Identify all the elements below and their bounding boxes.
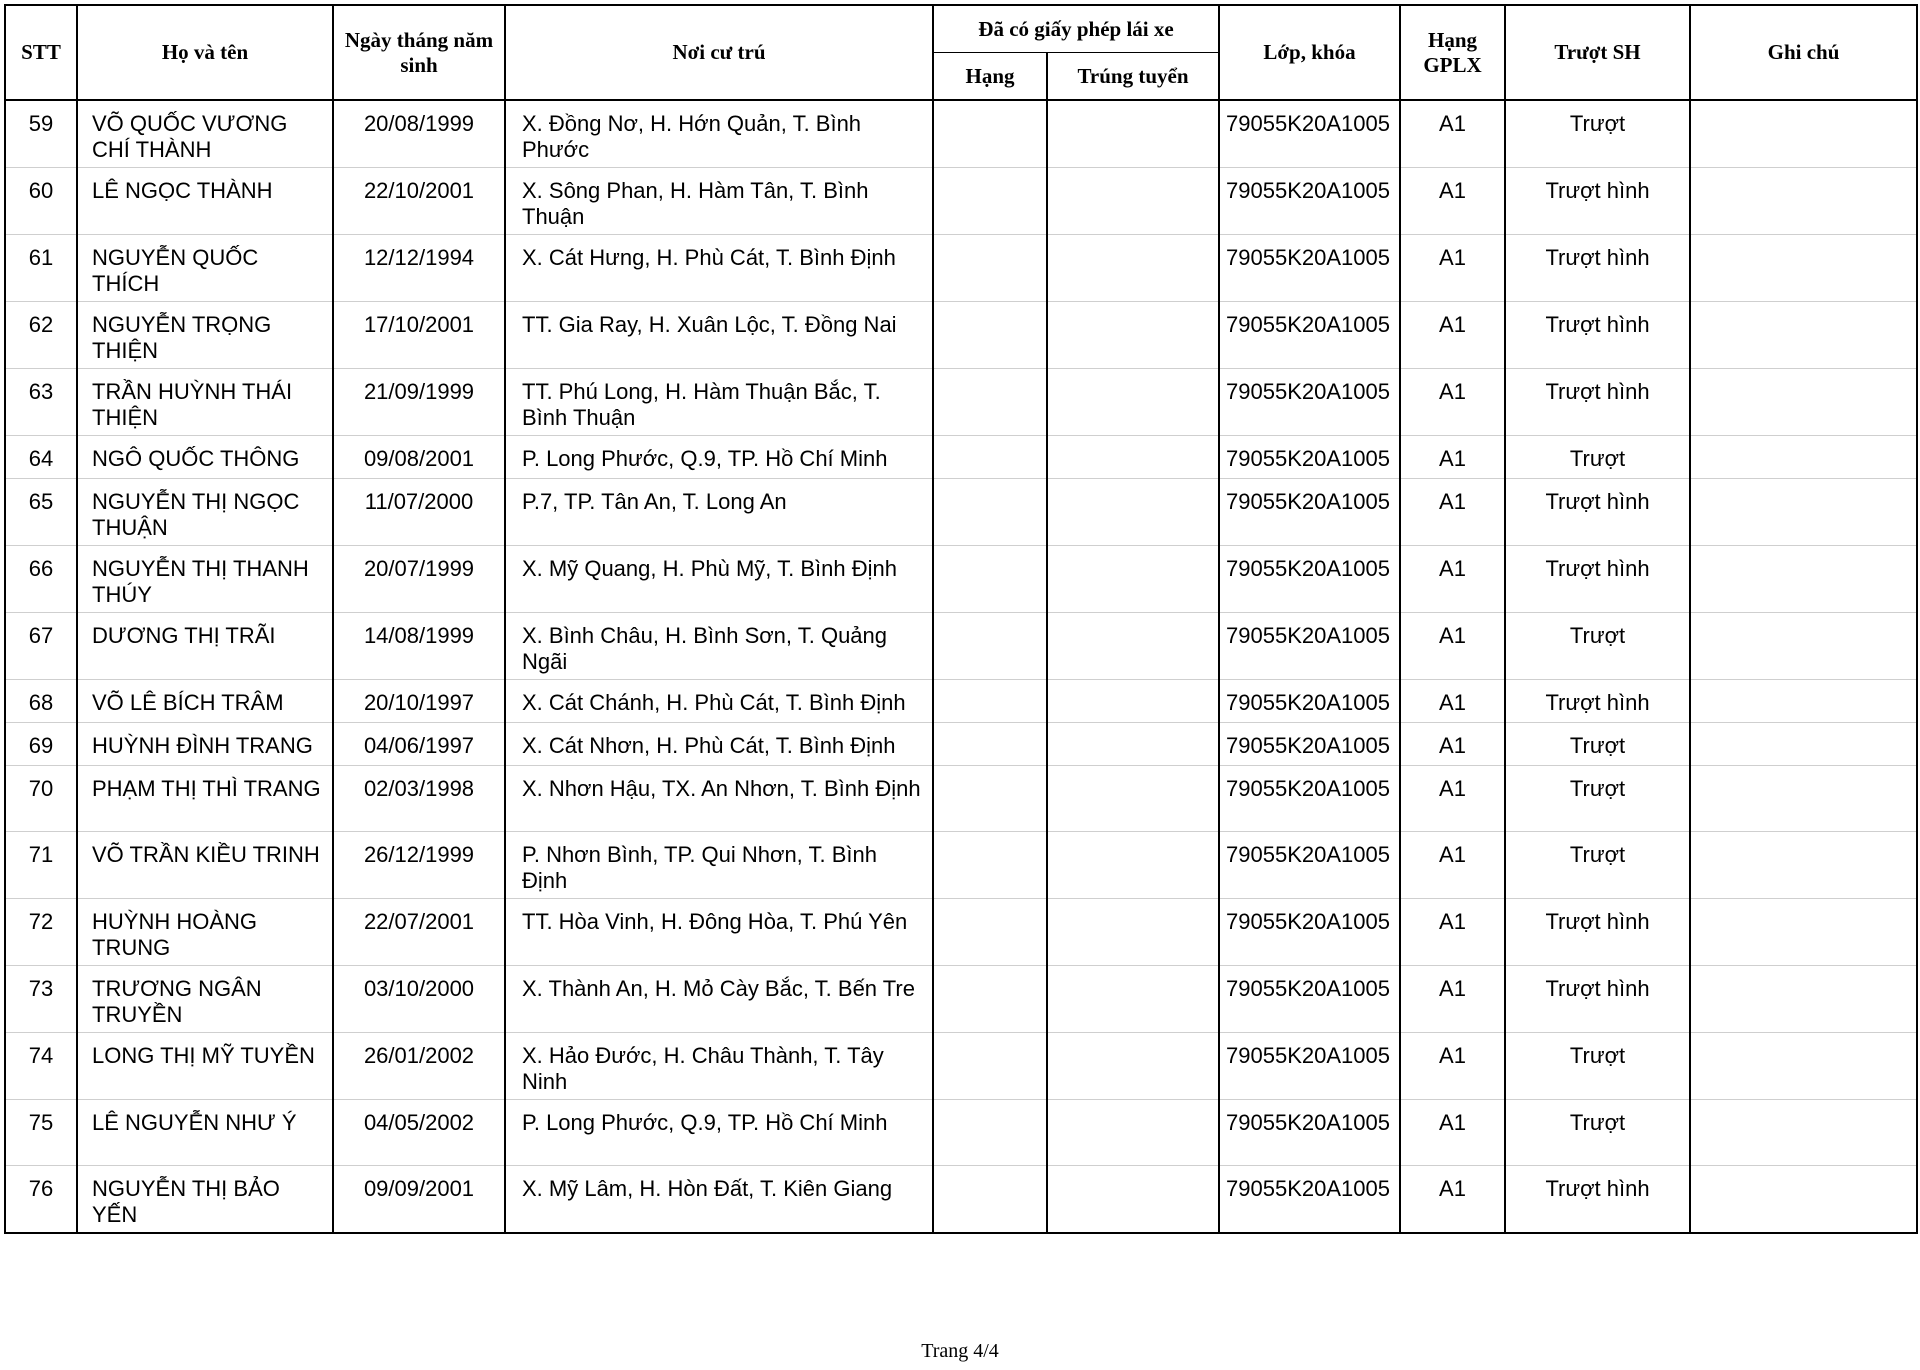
table-body [5, 100, 1917, 1233]
row-dob: 04/05/2002 [333, 1100, 505, 1166]
row-stt: 60 [5, 168, 77, 235]
table-row [5, 100, 1917, 168]
row-gplx: A1 [1400, 369, 1505, 436]
row-fail-status: Trượt [1505, 100, 1690, 168]
header-class: Lớp, khóa [1219, 5, 1400, 100]
row-gplx: A1 [1400, 1100, 1505, 1166]
row-address: TT. Hòa Vinh, H. Đông Hòa, T. Phú Yên [505, 899, 933, 966]
row-license-admitted [1047, 1033, 1219, 1100]
row-name: NGUYỄN THỊ NGỌC THUẬN [77, 479, 333, 546]
row-note [1690, 100, 1917, 168]
row-class: 79055K20A1005 [1219, 966, 1400, 1033]
row-gplx: A1 [1400, 168, 1505, 235]
row-gplx: A1 [1400, 235, 1505, 302]
row-name: LÊ NGUYỄN NHƯ Ý [77, 1100, 333, 1166]
row-dob: 03/10/2000 [333, 966, 505, 1033]
row-license-admitted [1047, 966, 1219, 1033]
header-license-admitted: Trúng tuyển [1047, 53, 1219, 101]
row-license-rank [933, 369, 1047, 436]
row-fail-status: Trượt [1505, 832, 1690, 899]
table-row [5, 766, 1917, 832]
row-license-rank [933, 479, 1047, 546]
header-license-group: Đã có giấy phép lái xe [933, 5, 1219, 53]
row-stt: 72 [5, 899, 77, 966]
row-gplx: A1 [1400, 966, 1505, 1033]
header-note: Ghi chú [1690, 5, 1917, 100]
row-note [1690, 369, 1917, 436]
row-name: LONG THỊ MỸ TUYỀN [77, 1033, 333, 1100]
row-name: NGUYỄN THỊ THANH THÚY [77, 546, 333, 613]
table-row [5, 613, 1917, 680]
row-license-admitted [1047, 1166, 1219, 1234]
row-note [1690, 832, 1917, 899]
row-name: TRƯƠNG NGÂN TRUYỀN [77, 966, 333, 1033]
row-fail-status: Trượt hình [1505, 302, 1690, 369]
row-fail-status: Trượt [1505, 723, 1690, 766]
row-address: P. Long Phước, Q.9, TP. Hồ Chí Minh [505, 436, 933, 479]
row-class: 79055K20A1005 [1219, 546, 1400, 613]
row-class: 79055K20A1005 [1219, 832, 1400, 899]
row-license-rank [933, 436, 1047, 479]
row-fail-status: Trượt hình [1505, 899, 1690, 966]
row-fail-status: Trượt [1505, 766, 1690, 832]
row-address: X. Đồng Nơ, H. Hớn Quản, T. Bình Phước [505, 100, 933, 168]
row-license-admitted [1047, 302, 1219, 369]
row-license-admitted [1047, 479, 1219, 546]
row-stt: 76 [5, 1166, 77, 1234]
table-row [5, 1033, 1917, 1100]
row-name: TRẦN HUỲNH THÁI THIỆN [77, 369, 333, 436]
row-address: X. Bình Châu, H. Bình Sơn, T. Quảng Ngãi [505, 613, 933, 680]
row-license-admitted [1047, 546, 1219, 613]
row-dob: 26/12/1999 [333, 832, 505, 899]
row-name: NGUYỄN THỊ BẢO YẾN [77, 1166, 333, 1234]
row-class: 79055K20A1005 [1219, 100, 1400, 168]
header-gplx: Hạng GPLX [1400, 5, 1505, 100]
row-note [1690, 613, 1917, 680]
row-dob: 20/07/1999 [333, 546, 505, 613]
row-gplx: A1 [1400, 832, 1505, 899]
table-row [5, 966, 1917, 1033]
row-fail-status: Trượt hình [1505, 235, 1690, 302]
row-license-admitted [1047, 899, 1219, 966]
table-row [5, 302, 1917, 369]
table-row [5, 1100, 1917, 1166]
header-license-rank: Hạng [933, 53, 1047, 101]
row-license-rank [933, 723, 1047, 766]
row-stt: 67 [5, 613, 77, 680]
row-fail-status: Trượt hình [1505, 168, 1690, 235]
row-class: 79055K20A1005 [1219, 479, 1400, 546]
row-address: X. Mỹ Quang, H. Phù Mỹ, T. Bình Định [505, 546, 933, 613]
row-license-rank [933, 899, 1047, 966]
row-address: P. Nhơn Bình, TP. Qui Nhơn, T. Bình Định [505, 832, 933, 899]
row-license-rank [933, 1100, 1047, 1166]
row-license-admitted [1047, 766, 1219, 832]
table-row [5, 168, 1917, 235]
row-fail-status: Trượt hình [1505, 479, 1690, 546]
row-class: 79055K20A1005 [1219, 899, 1400, 966]
row-name: PHẠM THỊ THÌ TRANG [77, 766, 333, 832]
row-address: X. Hảo Đước, H. Châu Thành, T. Tây Ninh [505, 1033, 933, 1100]
row-address: X. Cát Hưng, H. Phù Cát, T. Bình Định [505, 235, 933, 302]
table-row [5, 832, 1917, 899]
row-gplx: A1 [1400, 613, 1505, 680]
row-stt: 65 [5, 479, 77, 546]
row-stt: 69 [5, 723, 77, 766]
row-fail-status: Trượt [1505, 1033, 1690, 1100]
row-dob: 11/07/2000 [333, 479, 505, 546]
row-name: HUỲNH HOÀNG TRUNG [77, 899, 333, 966]
header-name: Họ và tên [77, 5, 333, 100]
row-class: 79055K20A1005 [1219, 766, 1400, 832]
row-name: DƯƠNG THỊ TRÃI [77, 613, 333, 680]
row-license-admitted [1047, 832, 1219, 899]
row-dob: 22/07/2001 [333, 899, 505, 966]
header-dob: Ngày tháng năm sinh [333, 5, 505, 100]
row-dob: 04/06/1997 [333, 723, 505, 766]
document-page [4, 4, 1916, 1234]
row-fail-status: Trượt [1505, 436, 1690, 479]
row-note [1690, 1033, 1917, 1100]
row-address: X. Nhơn Hậu, TX. An Nhơn, T. Bình Định [505, 766, 933, 832]
row-dob: 17/10/2001 [333, 302, 505, 369]
row-note [1690, 723, 1917, 766]
row-class: 79055K20A1005 [1219, 436, 1400, 479]
row-gplx: A1 [1400, 1166, 1505, 1234]
row-address: P.7, TP. Tân An, T. Long An [505, 479, 933, 546]
row-license-admitted [1047, 613, 1219, 680]
row-name: NGÔ QUỐC THÔNG [77, 436, 333, 479]
row-note [1690, 766, 1917, 832]
row-license-admitted [1047, 100, 1219, 168]
table-header [5, 5, 1917, 100]
row-dob: 14/08/1999 [333, 613, 505, 680]
table-row [5, 479, 1917, 546]
row-class: 79055K20A1005 [1219, 302, 1400, 369]
row-license-admitted [1047, 1100, 1219, 1166]
row-gplx: A1 [1400, 436, 1505, 479]
row-gplx: A1 [1400, 302, 1505, 369]
row-fail-status: Trượt [1505, 1100, 1690, 1166]
row-address: X. Thành An, H. Mỏ Cày Bắc, T. Bến Tre [505, 966, 933, 1033]
row-name: NGUYỄN QUỐC THÍCH [77, 235, 333, 302]
row-license-rank [933, 302, 1047, 369]
row-class: 79055K20A1005 [1219, 168, 1400, 235]
table-row [5, 436, 1917, 479]
row-dob: 09/08/2001 [333, 436, 505, 479]
row-stt: 74 [5, 1033, 77, 1100]
row-license-rank [933, 832, 1047, 899]
row-gplx: A1 [1400, 766, 1505, 832]
row-note [1690, 302, 1917, 369]
row-stt: 71 [5, 832, 77, 899]
row-name: VÕ QUỐC VƯƠNG CHÍ THÀNH [77, 100, 333, 168]
row-stt: 73 [5, 966, 77, 1033]
row-fail-status: Trượt hình [1505, 966, 1690, 1033]
row-gplx: A1 [1400, 723, 1505, 766]
header-stt: STT [5, 5, 77, 100]
row-stt: 63 [5, 369, 77, 436]
row-name: HUỲNH ĐÌNH TRANG [77, 723, 333, 766]
row-license-admitted [1047, 436, 1219, 479]
row-address: X. Cát Chánh, H. Phù Cát, T. Bình Định [505, 680, 933, 723]
table-row [5, 546, 1917, 613]
row-class: 79055K20A1005 [1219, 369, 1400, 436]
row-note [1690, 235, 1917, 302]
row-dob: 26/01/2002 [333, 1033, 505, 1100]
row-license-rank [933, 966, 1047, 1033]
row-stt: 66 [5, 546, 77, 613]
row-license-admitted [1047, 723, 1219, 766]
row-license-rank [933, 613, 1047, 680]
row-address: X. Mỹ Lâm, H. Hòn Đất, T. Kiên Giang [505, 1166, 933, 1234]
header-fail: Trượt SH [1505, 5, 1690, 100]
row-license-rank [933, 1033, 1047, 1100]
row-stt: 68 [5, 680, 77, 723]
row-fail-status: Trượt [1505, 613, 1690, 680]
page-number: Trang 4/4 [921, 1340, 999, 1362]
row-class: 79055K20A1005 [1219, 1033, 1400, 1100]
row-class: 79055K20A1005 [1219, 1100, 1400, 1166]
row-address: TT. Phú Long, H. Hàm Thuận Bắc, T. Bình Thuận [505, 369, 933, 436]
row-license-rank [933, 168, 1047, 235]
table-row [5, 369, 1917, 436]
row-note [1690, 1100, 1917, 1166]
row-license-rank [933, 766, 1047, 832]
row-stt: 64 [5, 436, 77, 479]
row-stt: 75 [5, 1100, 77, 1166]
table-row [5, 899, 1917, 966]
row-license-rank [933, 1166, 1047, 1234]
row-gplx: A1 [1400, 479, 1505, 546]
row-class: 79055K20A1005 [1219, 680, 1400, 723]
row-gplx: A1 [1400, 680, 1505, 723]
header-address: Nơi cư trú [505, 5, 933, 100]
row-address: X. Sông Phan, H. Hàm Tân, T. Bình Thuận [505, 168, 933, 235]
row-note [1690, 479, 1917, 546]
row-note [1690, 436, 1917, 479]
row-dob: 22/10/2001 [333, 168, 505, 235]
row-address: TT. Gia Ray, H. Xuân Lộc, T. Đồng Nai [505, 302, 933, 369]
row-name: LÊ NGỌC THÀNH [77, 168, 333, 235]
exam-result-table [4, 4, 1918, 1234]
row-license-rank [933, 680, 1047, 723]
row-note [1690, 168, 1917, 235]
table-row [5, 1166, 1917, 1234]
row-class: 79055K20A1005 [1219, 235, 1400, 302]
row-stt: 59 [5, 100, 77, 168]
row-license-rank [933, 546, 1047, 613]
table-row [5, 235, 1917, 302]
row-name: VÕ LÊ BÍCH TRÂM [77, 680, 333, 723]
row-stt: 70 [5, 766, 77, 832]
row-note [1690, 966, 1917, 1033]
row-fail-status: Trượt hình [1505, 369, 1690, 436]
row-fail-status: Trượt hình [1505, 546, 1690, 613]
table-row [5, 680, 1917, 723]
row-note [1690, 546, 1917, 613]
row-name: VÕ TRẦN KIỀU TRINH [77, 832, 333, 899]
row-class: 79055K20A1005 [1219, 613, 1400, 680]
row-license-rank [933, 100, 1047, 168]
row-gplx: A1 [1400, 899, 1505, 966]
row-dob: 09/09/2001 [333, 1166, 505, 1234]
row-license-admitted [1047, 369, 1219, 436]
row-stt: 61 [5, 235, 77, 302]
row-note [1690, 680, 1917, 723]
row-dob: 02/03/1998 [333, 766, 505, 832]
row-license-rank [933, 235, 1047, 302]
row-stt: 62 [5, 302, 77, 369]
row-license-admitted [1047, 680, 1219, 723]
row-dob: 12/12/1994 [333, 235, 505, 302]
row-address: P. Long Phước, Q.9, TP. Hồ Chí Minh [505, 1100, 933, 1166]
row-license-admitted [1047, 168, 1219, 235]
row-gplx: A1 [1400, 1033, 1505, 1100]
row-license-admitted [1047, 235, 1219, 302]
row-fail-status: Trượt hình [1505, 1166, 1690, 1234]
table-row [5, 723, 1917, 766]
row-name: NGUYỄN TRỌNG THIỆN [77, 302, 333, 369]
row-dob: 20/08/1999 [333, 100, 505, 168]
row-dob: 20/10/1997 [333, 680, 505, 723]
row-gplx: A1 [1400, 100, 1505, 168]
row-fail-status: Trượt hình [1505, 680, 1690, 723]
row-dob: 21/09/1999 [333, 369, 505, 436]
row-address: X. Cát Nhơn, H. Phù Cát, T. Bình Định [505, 723, 933, 766]
row-note [1690, 1166, 1917, 1234]
row-class: 79055K20A1005 [1219, 723, 1400, 766]
row-class: 79055K20A1005 [1219, 1166, 1400, 1234]
row-note [1690, 899, 1917, 966]
row-gplx: A1 [1400, 546, 1505, 613]
